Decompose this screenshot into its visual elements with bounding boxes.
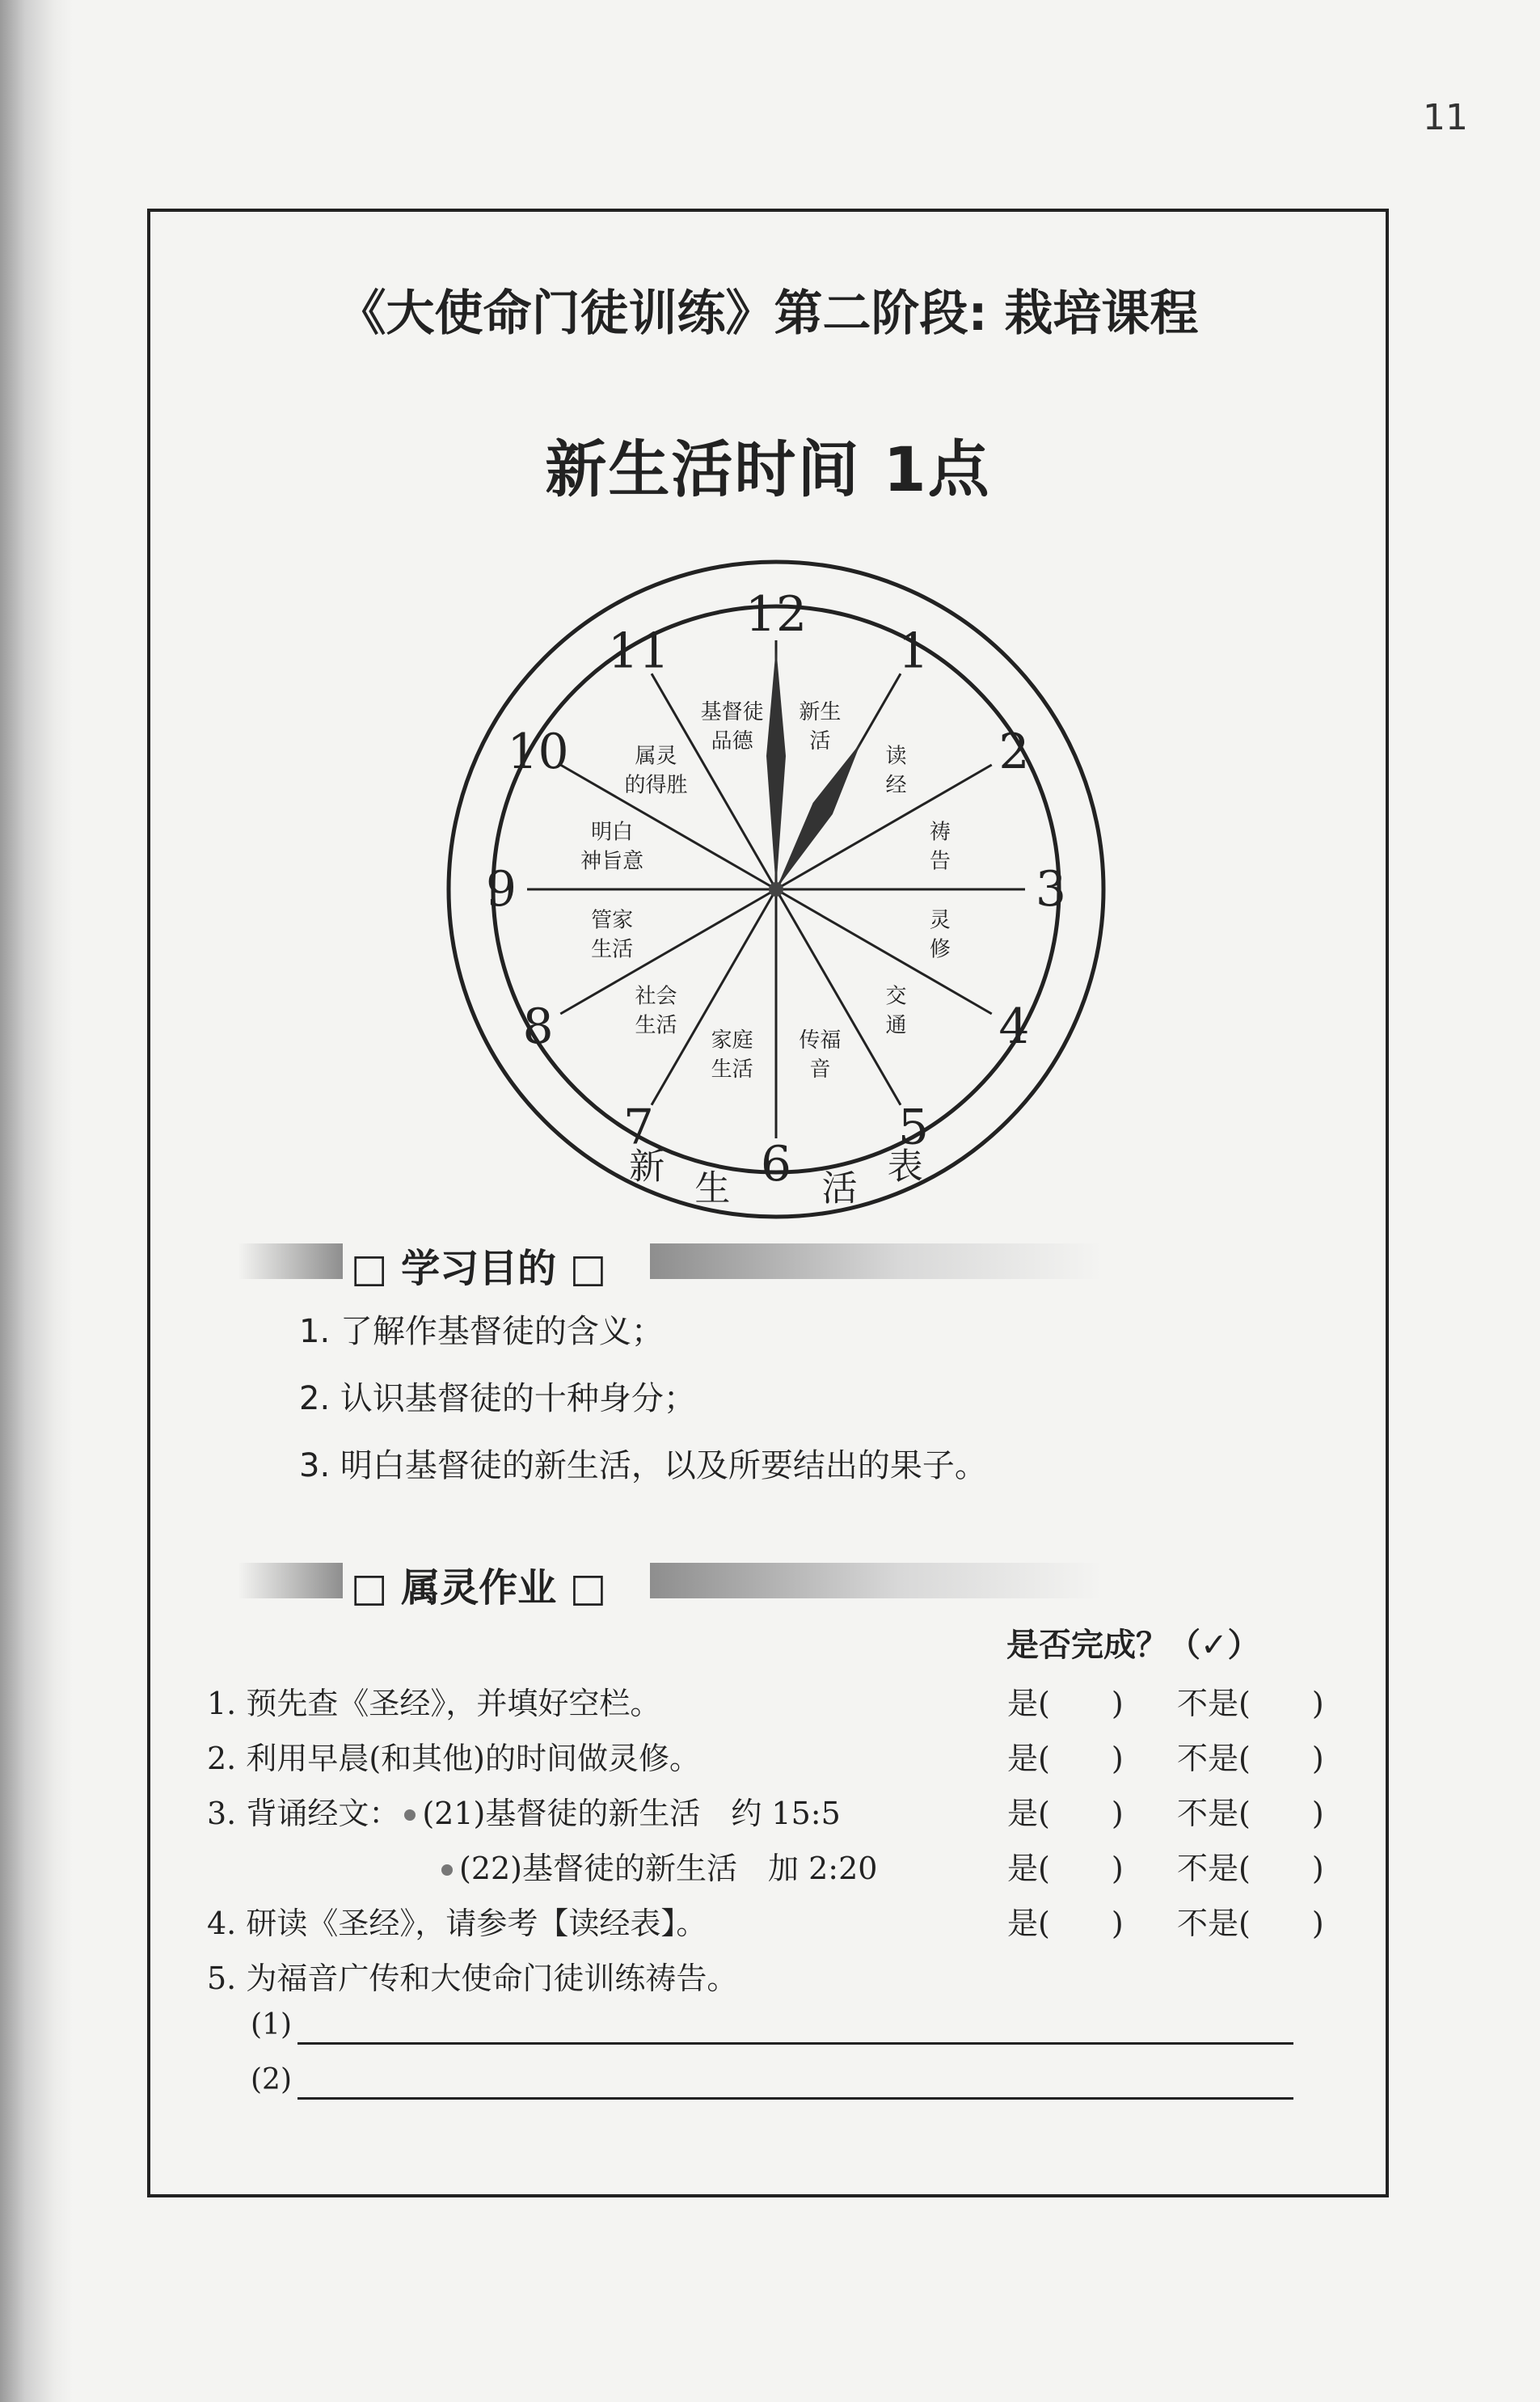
clock-segment-label: 灵: [929, 908, 951, 933]
objectives-list: [299, 1306, 987, 1507]
clock-number: 10: [507, 724, 569, 780]
writing-line[interactable]: [297, 2097, 1293, 2100]
homework-heading: [238, 1556, 1127, 1610]
clock-number: 8: [522, 998, 554, 1055]
time-title: 新生活时间 1点: [545, 433, 991, 505]
clock-number: 1: [897, 623, 930, 680]
clock-segment-label: 传福: [799, 1028, 842, 1053]
clock-segment-label: 品德: [711, 729, 753, 754]
clock-segment-label: 基督徒: [700, 700, 764, 725]
clock-number: 4: [998, 998, 1030, 1055]
clock-segment-label: 生活: [635, 1013, 677, 1038]
clock-segment-label: 音: [809, 1057, 831, 1082]
clock-segment-label: 活: [809, 729, 831, 754]
clock-band-char: 生: [694, 1167, 731, 1209]
yes-checkbox[interactable]: 是( ): [1007, 1741, 1124, 1776]
heading-bar-right: [650, 1563, 1103, 1598]
homework-text: [437, 1843, 877, 1888]
hour-hand: [776, 742, 861, 889]
no-checkbox[interactable]: 不是( ): [1177, 1851, 1324, 1886]
clock-segment-label: 生活: [591, 937, 634, 962]
clock-number: 11: [607, 623, 670, 680]
bullet-icon: [404, 1809, 416, 1821]
heading-bar-left: [238, 1243, 343, 1279]
homework-row: [207, 1843, 1355, 1887]
page-number: 11: [1423, 97, 1468, 138]
clock-segment-label: 社会: [635, 984, 677, 1009]
clock-segment-label: 新生: [799, 700, 842, 725]
clock-segment-label: 属灵: [635, 744, 677, 769]
memory-verse: (22)基督徒的新生活 加 2:20: [459, 1851, 878, 1886]
clock-segment-label: 明白: [591, 820, 634, 845]
minute-hand: [766, 647, 786, 889]
objectives-heading: [238, 1237, 1127, 1291]
clock-band-char: 表: [887, 1146, 923, 1188]
homework-row: [207, 1953, 1355, 1997]
clock-segment-label: 祷: [929, 820, 951, 845]
homework-text: 4. 研读《圣经》，请参考【读经表】。: [207, 1906, 707, 1941]
blank-label: (2): [251, 2063, 292, 2096]
clock-number: 6: [760, 1136, 792, 1193]
homework-text: 2. 利用早晨(和其他)的时间做灵修。: [207, 1741, 700, 1776]
clock-number: 2: [998, 724, 1030, 780]
homework-text: 1. 预先查《圣经》，并填好空栏。: [207, 1686, 661, 1721]
clock-segment-label: 通: [885, 1013, 907, 1038]
no-checkbox[interactable]: 不是( ): [1177, 1796, 1324, 1831]
objective-item: 3. 明白基督徒的新生活，以及所要结出的果子。: [299, 1447, 987, 1484]
clock-segment-label: 的得胜: [624, 773, 688, 798]
clock-segment-labels: [580, 700, 951, 1082]
homework-text: [207, 1788, 841, 1833]
clock-segment-label: 神旨意: [580, 849, 644, 874]
homework-row: [207, 1898, 1355, 1942]
clock-segment-label: 交: [885, 984, 907, 1009]
no-checkbox[interactable]: 不是( ): [1177, 1741, 1324, 1776]
homework-heading-text: □ 属灵作业 □: [351, 1565, 607, 1610]
course-title: 《大使命门徒训练》第二阶段: 栽培课程: [337, 285, 1199, 342]
yes-checkbox[interactable]: 是( ): [1007, 1686, 1124, 1721]
objective-item: 1. 了解作基督徒的含义；: [299, 1313, 664, 1350]
clock-segment-label: 经: [885, 773, 907, 798]
new-life-clock: [437, 550, 1116, 1229]
clock-divider-line: [776, 889, 992, 1014]
clock-hands: [766, 647, 861, 897]
clock-number: 9: [485, 861, 517, 918]
clock-number: 3: [1035, 861, 1067, 918]
objectives-heading-text: □ 学习目的 □: [351, 1246, 607, 1291]
yes-checkbox[interactable]: 是( ): [1007, 1851, 1124, 1886]
no-checkbox[interactable]: 不是( ): [1177, 1906, 1324, 1941]
memory-verse: (21)基督徒的新生活 约 15:5: [422, 1796, 841, 1831]
homework-text: 5. 为福音广传和大使命门徒训练祷告。: [207, 1961, 738, 1996]
bullet-icon: [441, 1864, 453, 1876]
clock-center-pin: [769, 882, 783, 897]
clock-segment-label: 管家: [591, 908, 634, 933]
blank-label: (1): [251, 2008, 292, 2041]
clock-divider-line: [776, 889, 901, 1105]
objective-item: 2. 认识基督徒的十种身分；: [299, 1380, 696, 1417]
clock-band-char: 新: [629, 1146, 665, 1188]
writing-line[interactable]: [297, 2042, 1293, 2045]
homework-row: [207, 1733, 1355, 1777]
clock-segment-label: 生活: [711, 1057, 753, 1082]
homework-row: [207, 1678, 1355, 1722]
completion-status-header: 是否完成？（✓）: [1006, 1627, 1260, 1664]
prayer-blank-2: [251, 2063, 1302, 2107]
clock-svg: [437, 550, 1116, 1229]
page-binding-shadow: [0, 0, 73, 2402]
clock-number: 7: [622, 1099, 655, 1156]
yes-checkbox[interactable]: 是( ): [1007, 1906, 1124, 1941]
heading-bar-right: [650, 1243, 1103, 1279]
clock-segment-label: 家庭: [711, 1028, 753, 1053]
no-checkbox[interactable]: 不是( ): [1177, 1686, 1324, 1721]
clock-segment-label: 修: [929, 937, 951, 962]
homework-item-label: 3. 背诵经文：: [207, 1796, 400, 1831]
clock-segment-label: 告: [929, 849, 951, 874]
clock-number: 12: [745, 586, 808, 643]
clock-number: 5: [897, 1099, 930, 1156]
heading-bar-left: [238, 1563, 343, 1598]
clock-segment-label: 读: [885, 744, 907, 769]
prayer-blank-1: [251, 2008, 1302, 2052]
homework-row: [207, 1788, 1355, 1832]
clock-band-char: 活: [821, 1167, 858, 1209]
yes-checkbox[interactable]: 是( ): [1007, 1796, 1124, 1831]
